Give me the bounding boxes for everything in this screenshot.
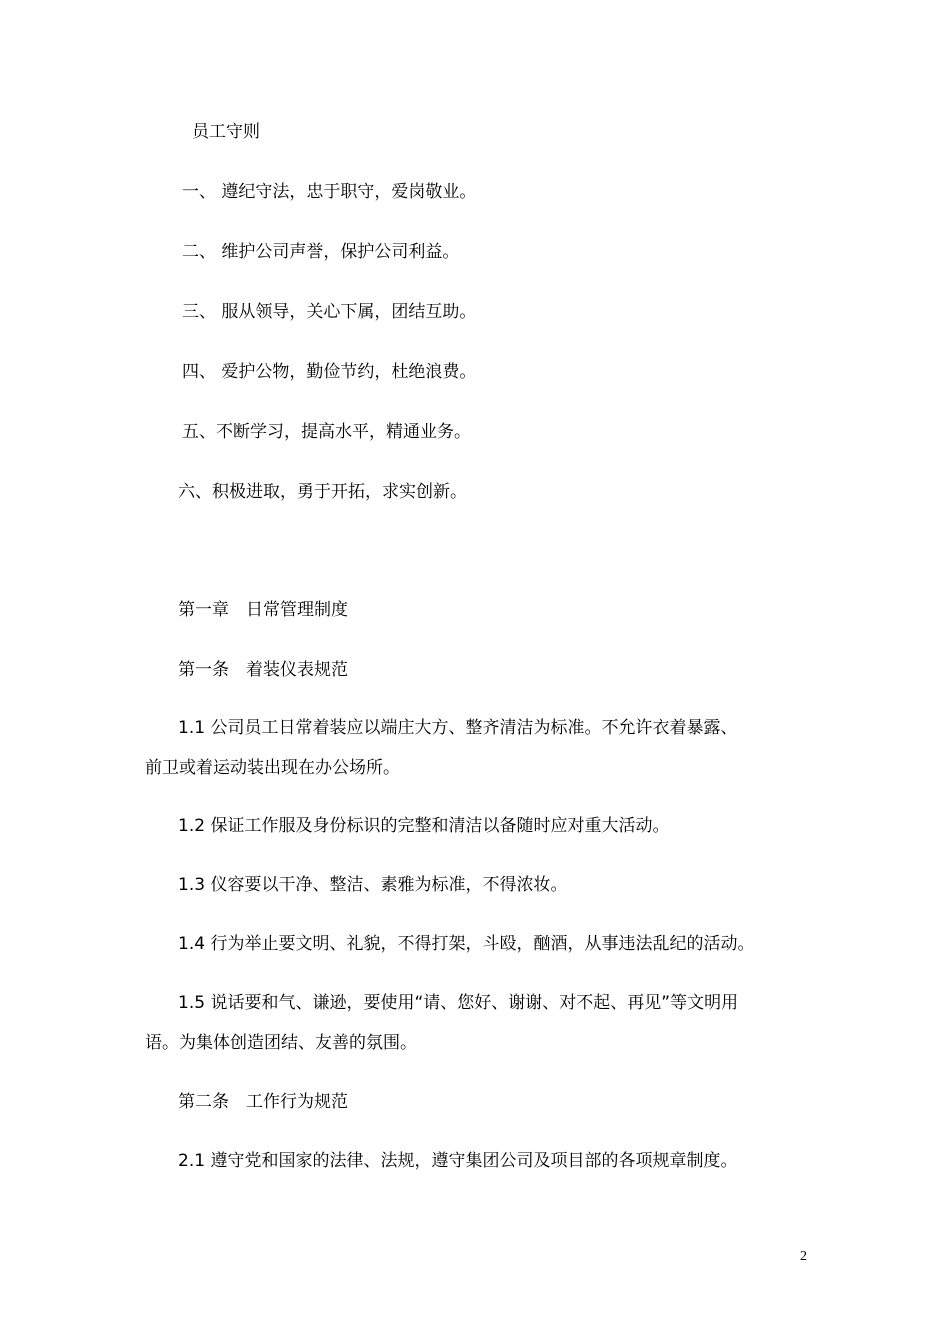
- principle-6: 六、积极进取，勇于开拓，求实创新。: [178, 482, 467, 502]
- item-text: 遵守党和国家的法律、法规，遵守集团公司及项目部的各项规章制度。: [210, 1151, 738, 1171]
- article-item-1-5-continuation: 语。为集体创造团结、友善的氛围。: [145, 1033, 417, 1053]
- article-item-2-1: [178, 1149, 737, 1173]
- item-text: 公司员工日常着装应以端庄大方、整齐清洁为标准。不允许衣着暴露、: [210, 718, 738, 738]
- item-number: 2.1: [178, 1151, 206, 1171]
- item-text: 说话要和气、谦逊，要使用“请、您好、谢谢、对不起、再见”等文明用: [210, 993, 739, 1013]
- item-text: 行为举止要文明、礼貌，不得打架，斗殴，酗酒，从事违法乱纪的活动。: [210, 934, 755, 954]
- item-text: 保证工作服及身份标识的完整和清洁以备随时应对重大活动。: [210, 816, 670, 836]
- principle-1: 一、 遵纪守法，忠于职守，爱岗敬业。: [182, 182, 477, 202]
- item-number: 1.4: [178, 934, 206, 954]
- chapter-title: 第一章 日常管理制度: [178, 600, 348, 620]
- article-item-1-1: [178, 716, 737, 740]
- item-number: 1.5: [178, 993, 206, 1013]
- page-number: 2: [800, 1249, 807, 1264]
- article-item-1-2: [178, 814, 669, 838]
- article-item-1-3: [178, 873, 567, 897]
- article1-title: 第一条 着装仪表规范: [178, 660, 348, 680]
- article-item-1-5: [178, 991, 738, 1015]
- principle-3: 三、 服从领导，关心下属，团结互助。: [182, 302, 477, 322]
- principle-2: 二、 维护公司声誉，保护公司利益。: [182, 242, 460, 262]
- item-number: 1.3: [178, 875, 206, 895]
- item-text: 仪容要以干净、整洁、素雅为标准，不得浓妆。: [210, 875, 568, 895]
- principle-4: 四、 爱护公物，勤俭节约，杜绝浪费。: [182, 362, 477, 382]
- article-item-1-4: [178, 932, 754, 956]
- item-number: 1.2: [178, 816, 206, 836]
- item-number: 1.1: [178, 718, 206, 738]
- article2-title: 第二条 工作行为规范: [178, 1092, 348, 1112]
- article-item-1-1-continuation: 前卫或着运动装出现在办公场所。: [145, 758, 400, 778]
- principle-5: 五、不断学习，提高水平，精通业务。: [182, 422, 471, 442]
- document-title: 员工守则: [192, 122, 260, 142]
